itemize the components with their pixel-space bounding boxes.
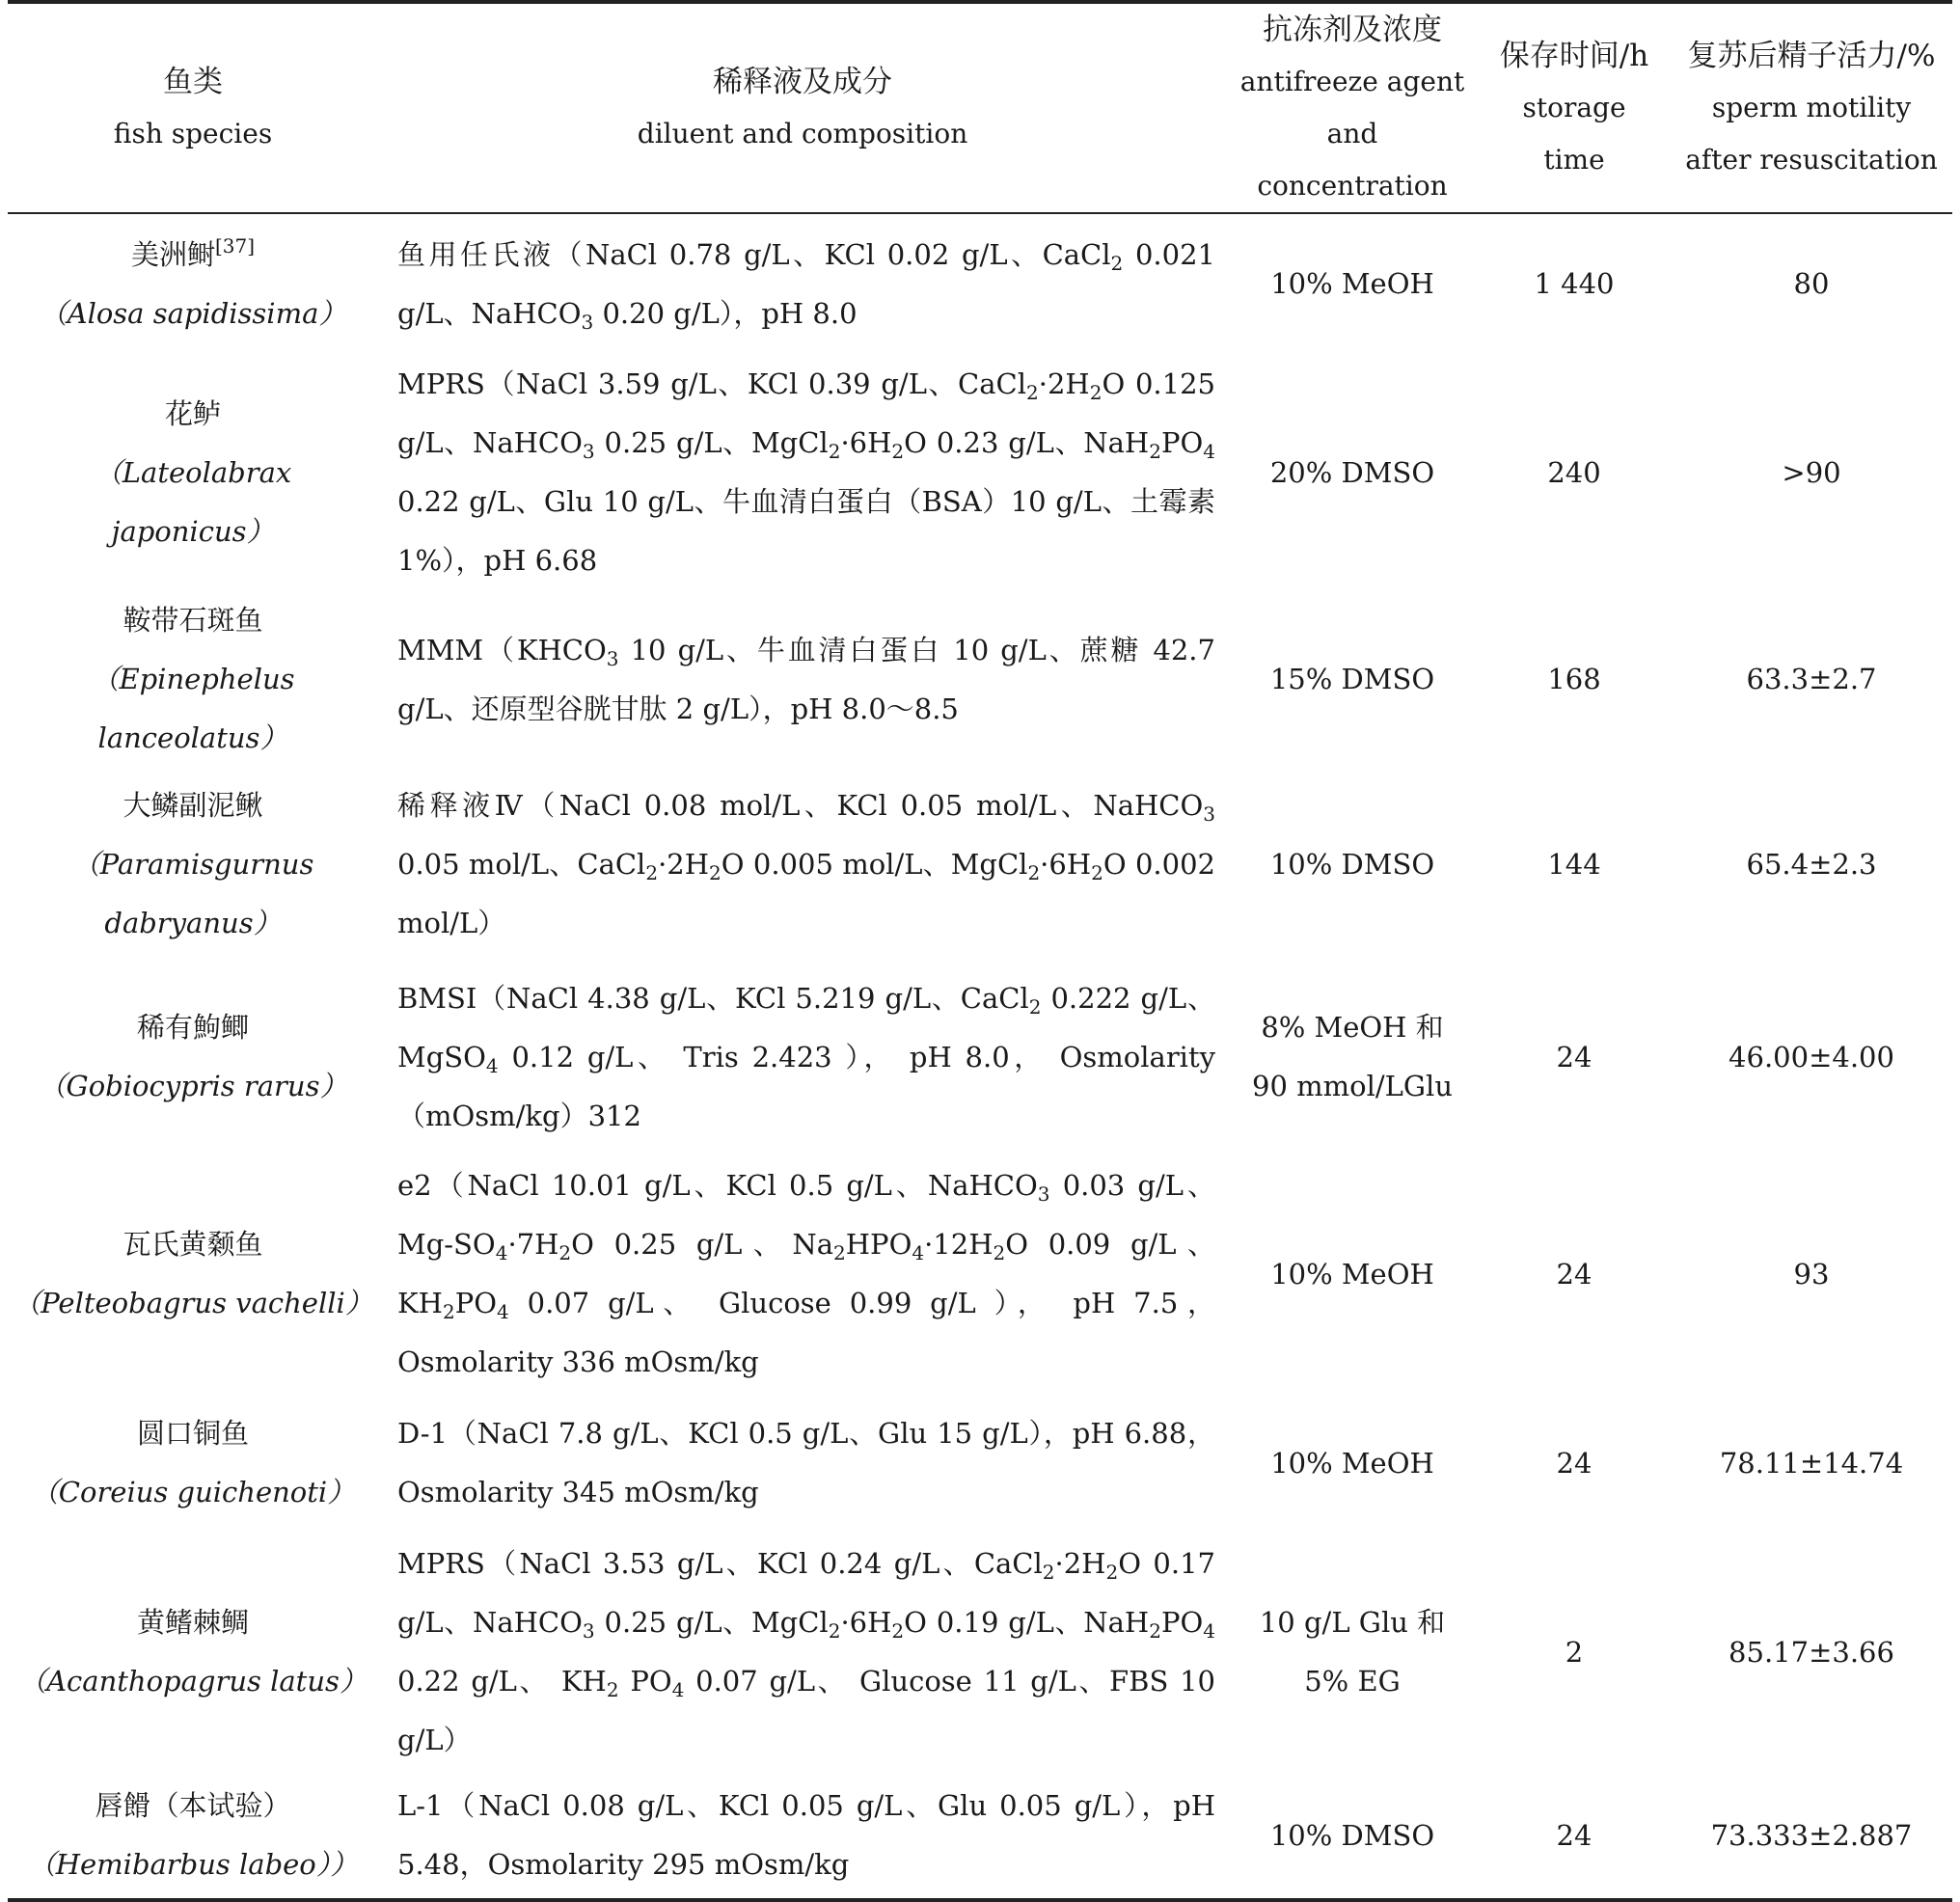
table-row <box>8 1395 1952 1532</box>
subscript: 4 <box>1203 1619 1215 1643</box>
motility-cell: 46.00±4.00 <box>1729 1040 1894 1073</box>
table-header <box>8 2 1952 213</box>
diluent-text: 0.22 g/L、Glu 10 g/L、牛血清白蛋白（BSA）10 g/L、土霉素 1%），pH 6.68 <box>397 485 1215 577</box>
table-row <box>8 354 1952 591</box>
fish-latin-name: Epinephelus lanceolatus <box>97 663 295 754</box>
diluent-text: 0.222 g/L、MgSO <box>397 981 1215 1073</box>
header-diluent: 稀释液及成分 diluent and composition <box>378 2 1227 213</box>
subscript: 3 <box>581 310 594 334</box>
fish-cell: 瓦氏黄颡鱼 （Pelteobagrus vachelli） <box>8 1154 378 1395</box>
antifreeze-line: 8% MeOH 和 <box>1261 1011 1444 1044</box>
motility-cell: 85.17±3.66 <box>1729 1635 1894 1669</box>
subscript: 2 <box>1042 1561 1055 1584</box>
diluent-text: PO <box>454 1287 497 1319</box>
diluent-cell <box>378 1532 1227 1773</box>
header-fish-species: 鱼类 fish species <box>8 2 378 213</box>
subscript: 4 <box>912 1241 925 1264</box>
fish-latin-name: Pelteobagrus vachelli <box>41 1287 345 1319</box>
diluent-text: O 0.005 mol/L、MgCl <box>721 847 1028 881</box>
antifreeze-cell: 15% DMSO <box>1269 663 1435 695</box>
diluent-cell <box>378 1154 1227 1395</box>
diluent-text: O 0.19 g/L、NaH <box>904 1606 1150 1639</box>
diluent-text: ·6H <box>840 1606 892 1639</box>
subscript: 2 <box>993 1241 1006 1264</box>
table-row <box>8 1154 1952 1395</box>
fish-cell: 圆口铜鱼 （Coreius guichenoti） <box>8 1395 378 1532</box>
subscript: 2 <box>1149 440 1161 463</box>
subscript: 3 <box>582 1619 595 1643</box>
fish-chinese-name: 鞍带石斑鱼 <box>122 604 263 637</box>
diluent-text: PO <box>618 1665 672 1698</box>
antifreeze-cell: 10% MeOH <box>1270 1446 1434 1480</box>
diluent-cell <box>378 1773 1227 1900</box>
fish-latin-name: Lateolabrax japonicus <box>111 455 292 548</box>
motility-cell: 65.4±2.3 <box>1746 847 1877 881</box>
diluent-text: O 0.23 g/L、NaH <box>904 426 1150 459</box>
subscript: 2 <box>1089 381 1102 404</box>
diluent-text: ·2H <box>1054 1547 1106 1580</box>
fish-chinese-name: 黄鳍棘鲷 <box>136 1606 249 1639</box>
motility-cell: 78.11±14.74 <box>1719 1446 1904 1480</box>
antifreeze-cell: 10% DMSO <box>1269 847 1435 881</box>
diluent-text: O 0.17 g/L、NaHCO <box>397 1547 1215 1639</box>
diluent-text: HPO <box>845 1228 912 1261</box>
diluent-text: 10 g/L、牛血清白蛋白 10 g/L、蔗糖 42.7 g/L、还原型谷胱甘肽 2 g/L），pH 8.0～8.5 <box>397 633 1215 725</box>
header-sperm-motility: 复苏后精子活力/% sperm motility after resuscitation <box>1671 2 1952 213</box>
diluent-cell <box>378 354 1227 591</box>
storage-time-cell: 144 <box>1547 847 1601 881</box>
subscript: 2 <box>442 1300 455 1323</box>
diluent-text: MMM（KHCO <box>397 633 607 666</box>
fish-latin-name: Hemibarbus labeo <box>55 1848 316 1881</box>
fish-chinese-name: 圆口铜鱼 <box>136 1417 249 1450</box>
diluent-cell <box>378 768 1227 961</box>
subscript: 2 <box>1026 381 1039 404</box>
antifreeze-cell: 10% MeOH <box>1270 267 1434 300</box>
fish-latin-name: Alosa sapidissima <box>67 296 319 330</box>
antifreeze-cell <box>1227 1532 1478 1773</box>
storage-time-cell: 2 <box>1565 1635 1584 1669</box>
diluent-text: 0.25 g/L、MgCl <box>594 1606 829 1639</box>
motility-cell: 93 <box>1793 1257 1830 1291</box>
fish-latin-name: Coreius guichenoti <box>58 1476 328 1508</box>
fish-cell: 鞍带石斑鱼 （Epinephelus lanceolatus） <box>8 591 378 768</box>
motility-cell: >90 <box>1782 455 1841 489</box>
diluent-text: L-1（NaCl 0.08 g/L、KCl 0.05 g/L、Glu 0.05 g/L），pH 5.48，Osmolarity 295 mOsm/kg <box>397 1789 1215 1881</box>
fish-cell: 稀有鮈鲫 （Gobiocypris rarus） <box>8 961 378 1154</box>
header-storage-time: 保存时间/h storage time <box>1478 2 1671 213</box>
fish-latin-name: Gobiocypris rarus <box>66 1070 320 1102</box>
motility-cell: 73.333±2.887 <box>1671 1773 1952 1900</box>
diluent-text: 稀释液Ⅳ（NaCl 0.08 mol/L、KCl 0.05 mol/L、NaHCO <box>397 788 1204 822</box>
subscript: 2 <box>558 1241 572 1264</box>
fish-cell: 大鳞副泥鳅 （Paramisgurnus dabryanus） <box>8 768 378 961</box>
diluent-text: O 0.002 mol/L） <box>397 847 1216 939</box>
subscript: 2 <box>1110 251 1124 275</box>
storage-time-cell: 24 <box>1556 1446 1592 1480</box>
subscript: 4 <box>497 1300 509 1323</box>
table-row <box>8 1532 1952 1773</box>
diluent-text: O 0.125 g/L、NaHCO <box>397 367 1215 459</box>
subscript: 2 <box>828 1619 841 1643</box>
diluent-text: ·2H <box>1038 367 1090 400</box>
diluent-text: ·2H <box>658 847 710 881</box>
antifreeze-line: 5% EG <box>1304 1665 1401 1698</box>
diluent-text: MPRS（NaCl 3.53 g/L、KCl 0.24 g/L、CaCl <box>397 1547 1043 1580</box>
diluent-text: O 0.09 g/L、KH <box>397 1228 1215 1319</box>
storage-time-cell: 1 440 <box>1534 267 1615 300</box>
fish-cell: 美洲鲥[37] （Alosa sapidissima） <box>39 233 347 330</box>
diluent-text: 0.12 g/L、 Tris 2.423 ）， pH 8.0， Osmolarity（mOsm/kg）312 <box>397 1040 1215 1132</box>
diluent-text: 鱼用任氏液（NaCl 0.78 g/L、KCl 0.02 g/L、CaCl <box>397 237 1111 271</box>
table-row <box>8 213 1952 354</box>
diluent-text: ·12H <box>924 1228 994 1261</box>
subscript: 2 <box>828 440 841 463</box>
fish-cell: 花鲈 （Lateolabrax japonicus） <box>8 354 378 591</box>
diluent-text: e2（NaCl 10.01 g/L、KCl 0.5 g/L、NaHCO <box>397 1169 1038 1202</box>
subscript: 2 <box>1105 1561 1119 1584</box>
antifreeze-line: 10 g/L Glu 和 <box>1259 1606 1446 1639</box>
diluent-text: O 0.25 g/L、Na <box>571 1228 834 1261</box>
storage-time-cell: 24 <box>1478 1773 1671 1900</box>
subscript: 2 <box>1027 860 1041 884</box>
fish-latin-name: Acanthopagrus latus <box>46 1665 340 1698</box>
header-row <box>8 2 1952 213</box>
diluent-text: 0.03 g/L、Mg-SO <box>397 1169 1215 1261</box>
subscript: 3 <box>1203 802 1215 826</box>
diluent-cell <box>378 591 1227 768</box>
subscript: 2 <box>606 1678 619 1701</box>
subscript: 2 <box>833 1241 846 1264</box>
fish-latin-name: Paramisgurnus dabryanus <box>99 847 314 939</box>
subscript: 2 <box>645 860 659 884</box>
diluent-text: 0.05 mol/L、CaCl <box>397 847 646 881</box>
subscript: 4 <box>485 1053 499 1077</box>
storage-time-cell: 240 <box>1547 455 1601 489</box>
fish-chinese-name: 稀有鮈鲫 <box>136 1011 249 1044</box>
subscript: 2 <box>1149 1619 1161 1643</box>
cryopreservation-comparison-table <box>8 0 1952 1902</box>
antifreeze-cell <box>1227 961 1478 1154</box>
fish-cell: 唇餶（本试验） （Hemibarbus labeo）） <box>8 1773 378 1900</box>
table-row <box>8 1773 1952 1900</box>
subscript: 3 <box>606 646 619 670</box>
subscript: 2 <box>1028 994 1042 1019</box>
subscript: 3 <box>1037 1182 1050 1206</box>
motility-cell: 80 <box>1793 267 1830 300</box>
subscript: 3 <box>582 440 595 463</box>
fish-chinese-name: 花鲈 <box>164 396 221 430</box>
diluent-text: PO <box>1160 1606 1204 1639</box>
table-row <box>8 961 1952 1154</box>
fish-chinese-name: 唇餶（本试验） <box>95 1789 291 1822</box>
diluent-text: ·7H <box>507 1228 559 1261</box>
antifreeze-line: 90 mmol/LGlu <box>1252 1070 1453 1102</box>
diluent-text: 0.07 g/L、 Glucose 0.99 g/L ）， pH 7.5， Osmolarity 336 mOsm/kg <box>397 1287 1215 1378</box>
subscript: 2 <box>1091 860 1103 884</box>
motility-cell: 63.3±2.7 <box>1746 663 1877 695</box>
diluent-text: D-1（NaCl 7.8 g/L、KCl 0.5 g/L、Glu 15 g/L），pH 6.88，Osmolarity 345 mOsm/kg <box>397 1417 1215 1508</box>
diluent-text: 0.07 g/L、 Glucose 11 g/L、FBS 10 g/L） <box>397 1665 1216 1756</box>
antifreeze-cell: 10% MeOH <box>1270 1257 1434 1291</box>
diluent-cell <box>378 1395 1227 1532</box>
diluent-text: BMSI（NaCl 4.38 g/L、KCl 5.219 g/L、CaCl <box>397 981 1029 1015</box>
diluent-text: ·6H <box>840 426 892 459</box>
header-antifreeze: 抗冻剂及浓度 antifreeze agent and concentration <box>1227 2 1478 213</box>
subscript: 4 <box>1203 440 1215 463</box>
subscript: 4 <box>671 1678 685 1701</box>
fish-chinese-name: 美洲鲥 <box>130 237 215 271</box>
diluent-text: 0.021 g/L、NaHCO <box>397 237 1215 330</box>
diluent-text: ·6H <box>1040 847 1092 881</box>
antifreeze-cell: 10% DMSO <box>1227 1773 1478 1900</box>
fish-cell: 黄鳍棘鲷 （Acanthopagrus latus） <box>8 1532 378 1773</box>
diluent-text: 0.22 g/L、 KH <box>397 1665 607 1698</box>
fish-chinese-name: 瓦氏黄颡鱼 <box>122 1228 263 1261</box>
diluent-text: PO <box>1160 426 1204 459</box>
table-row <box>8 768 1952 961</box>
subscript: 4 <box>495 1241 508 1264</box>
storage-time-cell: 24 <box>1556 1040 1592 1073</box>
diluent-text: 0.20 g/L），pH 8.0 <box>593 296 858 330</box>
fish-chinese-name: 大鳞副泥鳅 <box>122 788 263 822</box>
reference-mark: [37] <box>214 233 256 258</box>
subscript: 2 <box>709 860 721 884</box>
diluent-text: 0.25 g/L、MgCl <box>594 426 829 459</box>
storage-time-cell: 24 <box>1556 1257 1592 1291</box>
diluent-text: MPRS（NaCl 3.59 g/L、KCl 0.39 g/L、CaCl <box>397 367 1026 400</box>
diluent-cell <box>378 213 1227 354</box>
subscript: 2 <box>891 1619 905 1643</box>
table-body <box>8 213 1952 1900</box>
storage-time-cell: 168 <box>1547 663 1601 695</box>
diluent-cell <box>378 961 1227 1154</box>
antifreeze-cell: 20% DMSO <box>1269 455 1435 489</box>
subscript: 2 <box>891 440 905 463</box>
table-row <box>8 591 1952 768</box>
